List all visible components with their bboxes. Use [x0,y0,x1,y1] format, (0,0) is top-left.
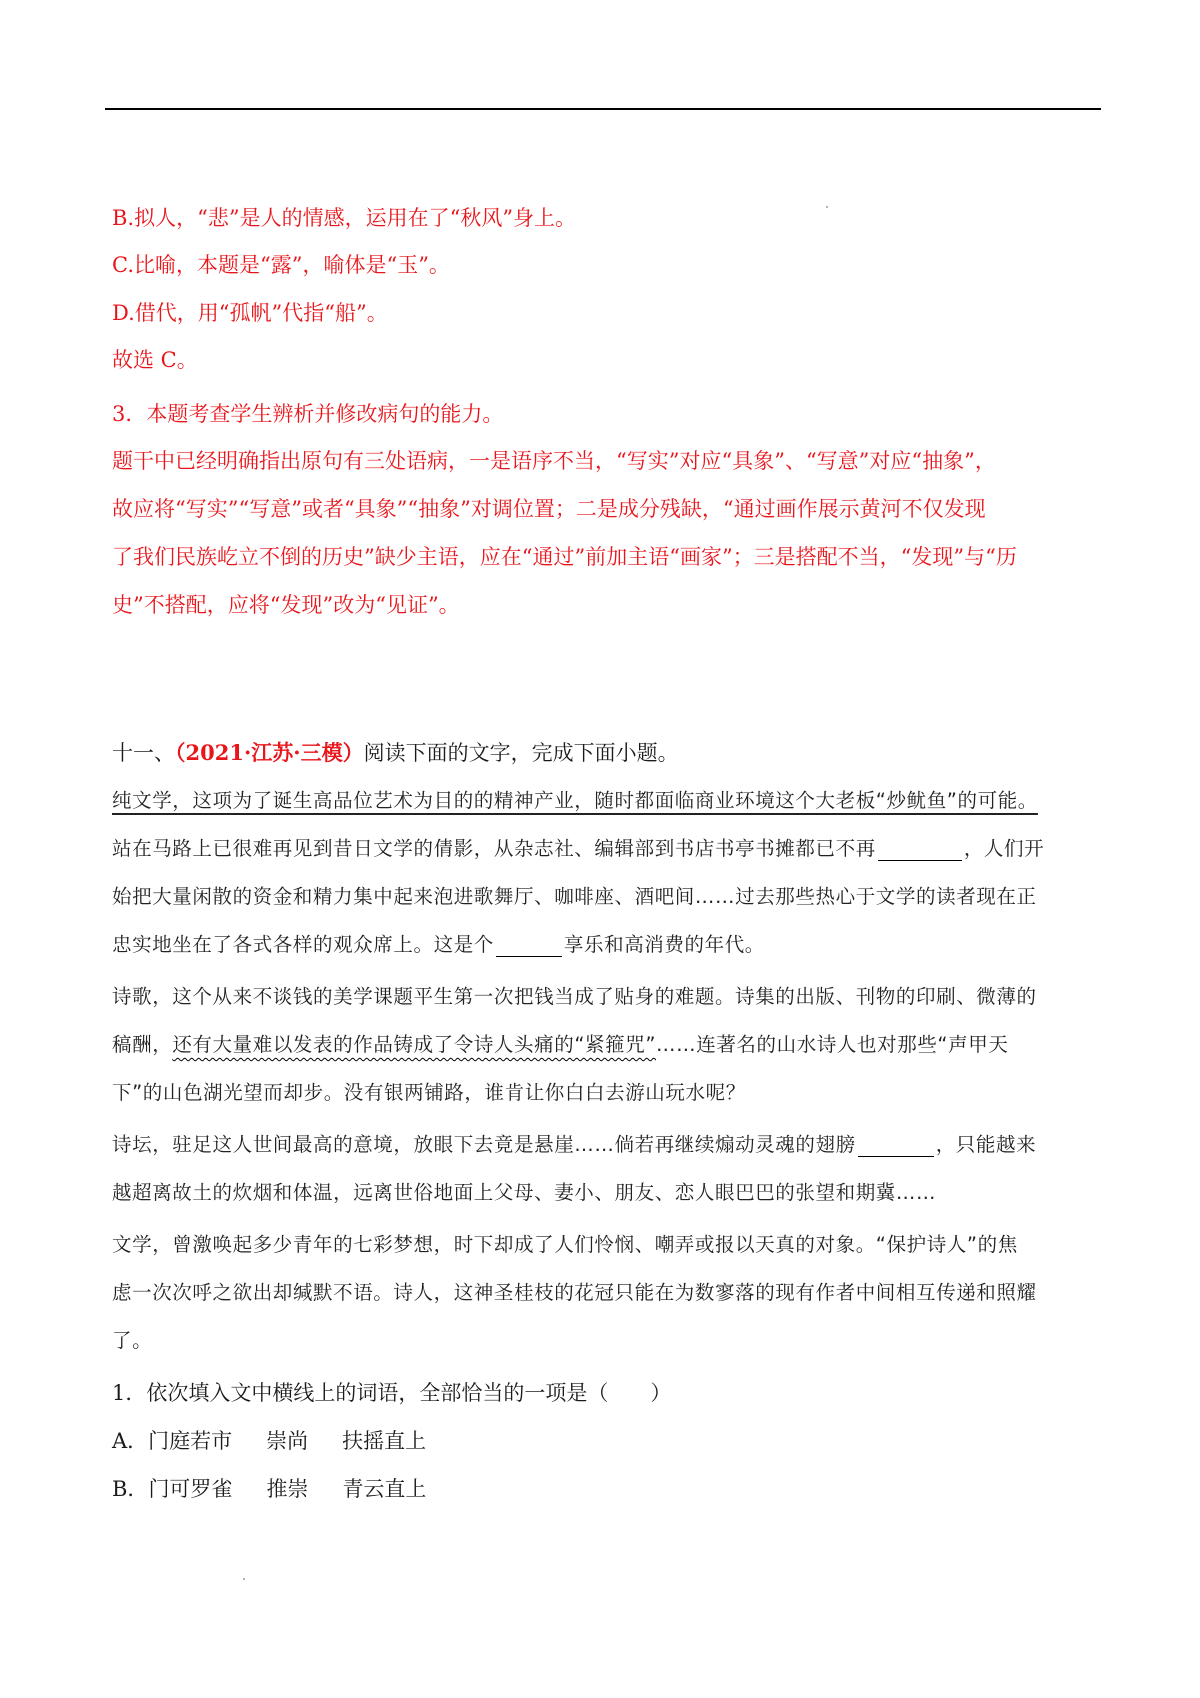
option-word: 崇尚 [266,1429,309,1453]
passage-text: 忠实地坐在了各式各样的观众席上。这是个 [112,933,494,956]
passage-line-8 [112,1130,1102,1160]
passage-line-2 [112,834,1102,864]
sub-question-stem: 1．依次填入文中横线上的词语，全部恰当的一项是（ ） [112,1381,672,1405]
option-word: 门可罗雀 [148,1477,233,1501]
analysis-line-5: 3．本题考查学生辨析并修改病句的能力。 [112,402,504,426]
passage-line-11: 虑一次次呼之欲出却缄默不语。诗人，这神圣桂枝的花冠只能在为数寥落的现有作者中间相互传递和照耀 [112,1281,1037,1304]
passage-line-3: 始把大量闲散的资金和精力集中起来泡进歌舞厅、咖啡座、酒吧间……过去那些热心于文学的读者现在正 [112,885,1037,908]
option-word: 青云直上 [342,1477,427,1501]
passage-line-12: 了。 [112,1329,153,1352]
fill-blank-3 [858,1134,934,1157]
passage-underlined-sentence: 纯文学，这项为了诞生高品位艺术为目的的精神产业，随时都面临商业环境这个大老板“炒鱿鱼”的可能。 [112,789,1038,812]
analysis-line-7: 故应将“写实”“写意”或者“具象”“抽象”对调位置；二是成分残缺，“通过画作展示黄河不仅发现 [112,497,986,521]
passage-line-6 [112,1030,1102,1060]
option-a [112,1426,1102,1456]
option-word: 推崇 [266,1477,309,1501]
analysis-line-1: B.拟人，“悲”是人的情感，运用在了“秋风”身上。 [112,206,577,230]
option-word: 门庭若市 [148,1429,233,1453]
fill-blank-1 [878,838,962,861]
header-rule [105,108,1101,110]
analysis-line-8: 了我们民族屹立不倒的历史”缺少主语，应在“通过”前加主语“画家”；三是搭配不当，“发现”与“历 [112,545,1017,569]
passage-line-1 [112,786,1102,816]
passage-text: 站在马路上已很难再见到昔日文学的倩影，从杂志社、编辑部到书店书亭书摊都已不再 [112,837,876,860]
option-word: 扶摇直上 [342,1429,427,1453]
analysis-line-3: D.借代，用“孤帆”代指“船”。 [112,301,388,325]
passage-text: 享乐和高消费的年代。 [563,933,765,956]
question-source: （2021·江苏·三模） [175,740,364,765]
passage-wavy-underlined-sentence: 还有大量难以发表的作品铸成了令诗人头痛的“紧箍咒” [172,1033,657,1056]
passage-text: ……连著名的山水诗人也对那些“声甲天 [656,1033,1009,1056]
option-label: B． [112,1477,149,1501]
passage-text: 诗坛，驻足这人世间最高的意境，放眼下去竟是悬崖……倘若再继续煽动灵魂的翅膀 [112,1133,856,1156]
analysis-line-2: C.比喻，本题是“露”，喻体是“玉”。 [112,253,450,277]
fill-blank-2 [496,934,562,957]
question-header [112,738,1102,768]
passage-line-7: 下”的山色湖光望而却步。没有银两铺路，谁肯让你白白去游山玩水呢？ [112,1081,746,1104]
passage-text: ，只能越来 [935,1133,1037,1156]
passage-line-4 [112,930,1102,960]
passage-text: ，人们开 [963,837,1045,860]
passage-line-10: 文学，曾激唤起多少青年的七彩梦想，时下却成了人们怜悯、嘲弄或报以天真的对象。“保护诗人”的焦 [112,1233,1018,1256]
passage-text: 稿酬， [112,1033,173,1056]
passage-line-5: 诗歌，这个从来不谈钱的美学课题平生第一次把钱当成了贴身的难题。诗集的出版、刊物的印刷、微薄的 [112,985,1037,1008]
analysis-line-4: 故选 C。 [112,348,198,372]
scan-speck [243,1578,245,1580]
question-number: 十一、 [112,741,175,765]
option-b [112,1474,1102,1504]
question-instruction: 阅读下面的文字，完成下面小题。 [363,741,679,765]
passage-line-9: 越超离故土的炊烟和体温，远离世俗地面上父母、妻小、朋友、恋人眼巴巴的张望和期冀…… [112,1181,937,1204]
analysis-line-6: 题干中已经明确指出原句有三处语病，一是语序不当，“写实”对应“具象”、“写意”对应“抽象”， [112,449,996,473]
option-label: A． [112,1429,149,1453]
scan-speck [826,206,828,208]
analysis-line-9: 史”不搭配，应将“发现”改为“见证”。 [112,593,460,617]
